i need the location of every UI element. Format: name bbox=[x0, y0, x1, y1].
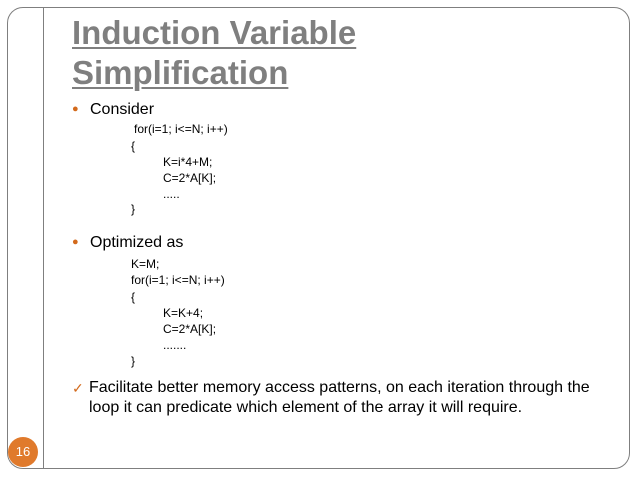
circle-bullet-icon: ● bbox=[72, 103, 79, 115]
code-line: } bbox=[131, 354, 136, 368]
code-line: K=i*4+M; bbox=[163, 155, 213, 169]
note-text: Facilitate better memory access patterns, on each iteration through the loop it can predicate which element of the array it will require. bbox=[89, 379, 590, 416]
code-line: } bbox=[131, 202, 136, 216]
slide-title-line2: Simplification bbox=[72, 54, 289, 91]
code-line: for(i=1; i<=N; i++) bbox=[131, 273, 225, 287]
code-line: for(i=1; i<=N; i++) bbox=[134, 122, 228, 136]
bullet-label: Optimized as bbox=[90, 234, 184, 251]
code-line: { bbox=[131, 139, 136, 153]
circle-bullet-icon: ● bbox=[72, 236, 79, 248]
bullet-consider bbox=[72, 101, 154, 119]
sidebar-divider bbox=[43, 7, 44, 469]
code-line: ....... bbox=[163, 338, 187, 352]
code-line: { bbox=[131, 290, 136, 304]
slide-title bbox=[72, 13, 356, 93]
code-line: C=2*A[K]; bbox=[163, 171, 217, 185]
code-line: C=2*A[K]; bbox=[163, 322, 217, 336]
code-line: ..... bbox=[163, 187, 180, 201]
code-line: K=M; bbox=[131, 257, 160, 271]
bullet-label: Consider bbox=[90, 101, 155, 118]
code-line: K=K+4; bbox=[163, 306, 204, 320]
slide-title-line1: Induction Variable bbox=[72, 14, 357, 51]
page-number-badge: 16 bbox=[8, 437, 38, 467]
bullet-optimized bbox=[72, 234, 183, 252]
note-bullet bbox=[72, 378, 612, 418]
checkmark-icon: ✓ bbox=[72, 380, 84, 396]
